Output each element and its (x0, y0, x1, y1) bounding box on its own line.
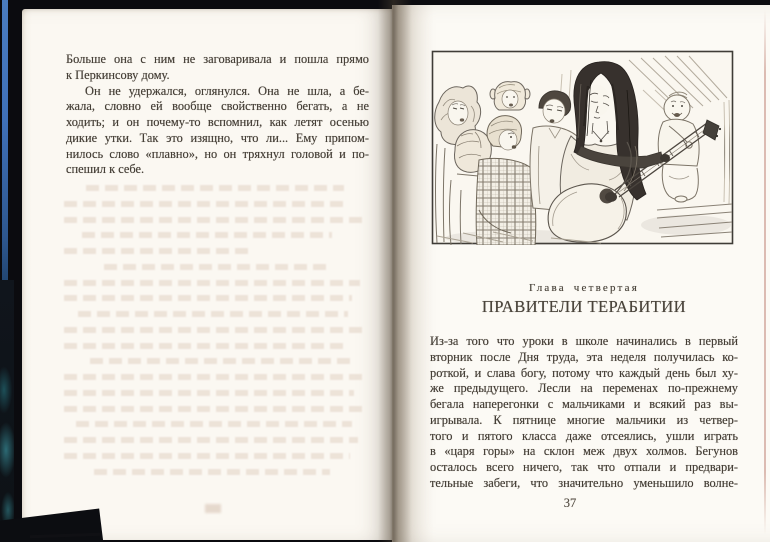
text-line: игрывала. К пятнице многие мальчики из четвер- (430, 412, 738, 427)
show-through-page-number (205, 504, 221, 513)
book-cover-blue-edge (2, 0, 8, 300)
text-line: дикие утки. Так это изящно, что ли... Ему припом- (66, 130, 369, 145)
chapter-number-label: Глава четвертая (528, 282, 640, 294)
text-line: же предыдущего. Лесли на переменах по-прежнему (430, 381, 738, 396)
text-line: осталось всего ничего, так что отпали и предвари- (430, 460, 738, 474)
book-cover-teal-edge (0, 280, 14, 542)
chapter-heading (430, 282, 738, 317)
text-line: тельные забеги, что значительно уменьшило волне- (430, 475, 738, 490)
chapter-illustration (431, 50, 734, 245)
text-line: Больше она с ним не заговаривала и пошла прямо (66, 52, 369, 66)
text-line: роткой, и слава богу, потому что каждый день был ху- (430, 365, 738, 380)
text-line: вторник после Дня труда, эта неделя получилась ко- (430, 349, 738, 364)
page-number: 37 (563, 496, 577, 510)
text-line: бегала наперегонки с мальчиками и всякий раз вы- (430, 397, 738, 411)
text-line: спешил к себе. (66, 162, 145, 177)
right-page-text (430, 334, 738, 492)
text-line: к Перкинсову дому. (66, 67, 170, 82)
text-line: жала, словно ей вообще свойственно бегать, а не (66, 99, 369, 114)
text-line: Он не удержался, оглянулся. Она не шла, а бе- (85, 83, 369, 98)
text-line: Из-за того что уроки в школе начинались в первый (430, 334, 738, 348)
chapter-title: ПРАВИТЕЛИ ТЕРАБИТИИ (481, 297, 687, 316)
right-page (392, 5, 770, 542)
guitar-scene-drawing (431, 50, 734, 245)
text-line: в «царя горы» на склон меж двух холмов. Бегунов (430, 444, 738, 459)
text-line: того и пятого класса даже отсеялись, ушли играть (430, 428, 738, 443)
left-page-text (66, 52, 369, 178)
show-through-text (64, 185, 366, 484)
text-line: ходить; и он почему-то вспомнил, как летят осенью (66, 115, 369, 129)
text-line: нилось слово «плавно», но он тряхнул головой и по- (66, 146, 369, 161)
page-edge-line (764, 10, 766, 535)
left-page (22, 9, 392, 540)
